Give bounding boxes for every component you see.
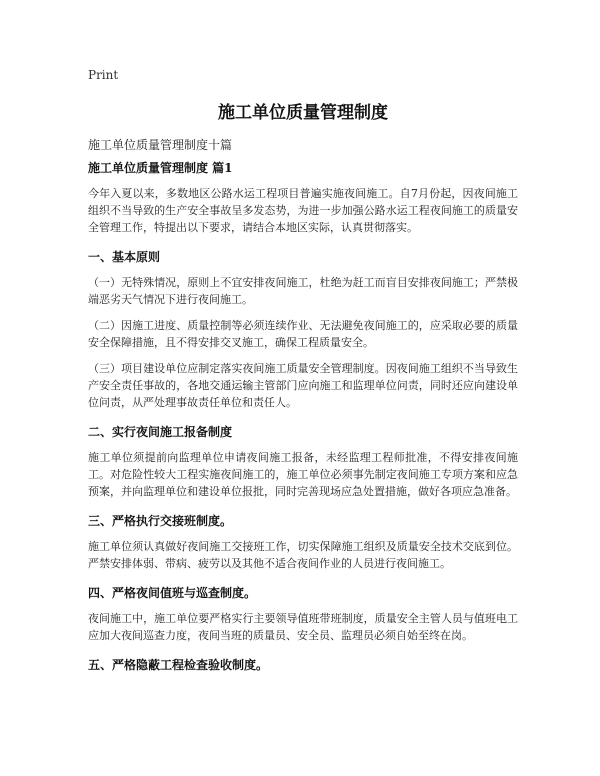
section-heading-4: 四、严格夜间值班与巡查制度。 <box>88 586 257 600</box>
page-title: 施工单位质量管理制度 <box>218 103 388 123</box>
section-4-paragraph-1: 夜间施工中，施工单位要严格实行主要领导值班带班制度，质量安全主管人员与值班电工应加大夜间巡查力度，夜间当班的质量员、安全员、监理员必须自始至终在岗。 <box>88 612 518 642</box>
section-1-paragraph-3: （三）项目建设单位应制定落实夜间施工质量安全管理制度。因夜间施工组织不当导致生产安全责任事故的，各地交通运输主管部门应向施工和监理单位问责，同时还应向建设单位问责，从严处理事故责任单位和责任人。 <box>88 362 518 409</box>
print-link[interactable]: Print <box>88 68 119 82</box>
section-heading-5: 五、严格隐蔽工程检查验收制度。 <box>88 658 269 672</box>
section-heading-3: 三、严格执行交接班制度。 <box>88 514 233 528</box>
section-3-paragraph-1: 施工单位须认真做好夜间施工交接班工作，切实保障施工组织及质量安全技术交底到位。严禁安排体弱、带病、疲劳以及其他不适合夜间作业的人员进行夜间施工。 <box>88 540 518 570</box>
section-2-paragraph-1: 施工单位须提前向监理单位申请夜间施工报备，未经监理工程师批准，不得安排夜间施工。对危险性较大工程实施夜间施工的，施工单位必须事先制定夜间施工专项方案和应急预案，并向监理单位和建设单位报批，同时完善现场应急处置措施，做好各项应急准备。 <box>88 451 518 498</box>
section-heading-1: 一、基本原则 <box>88 250 161 264</box>
article-heading: 施工单位质量管理制度 篇1 <box>88 161 233 175</box>
article-body <box>88 160 518 673</box>
intro-paragraph: 今年入夏以来，多数地区公路水运工程项目普遍实施夜间施工。自7月份起，因夜间施工组织不当导致的生产安全事故呈多发态势，为进一步加强公路水运工程夜间施工的质量安全管理工作，特提出以下要求，请结合本地区实际，认真贯彻落实。 <box>88 187 518 234</box>
section-heading-2: 二、实行夜间施工报备制度 <box>88 425 233 439</box>
section-1-paragraph-1: （一）无特殊情况，原则上不宜安排夜间施工，杜绝为赶工而盲目安排夜间施工；严禁极端恶劣天气情况下进行夜间施工。 <box>88 276 518 306</box>
page-subtitle: 施工单位质量管理制度十篇 <box>88 138 233 152</box>
section-1-paragraph-2: （二）因施工进度、质量控制等必须连续作业、无法避免夜间施工的，应采取必要的质量安全保障措施，且不得安排交叉施工，确保工程质量安全。 <box>88 319 518 349</box>
